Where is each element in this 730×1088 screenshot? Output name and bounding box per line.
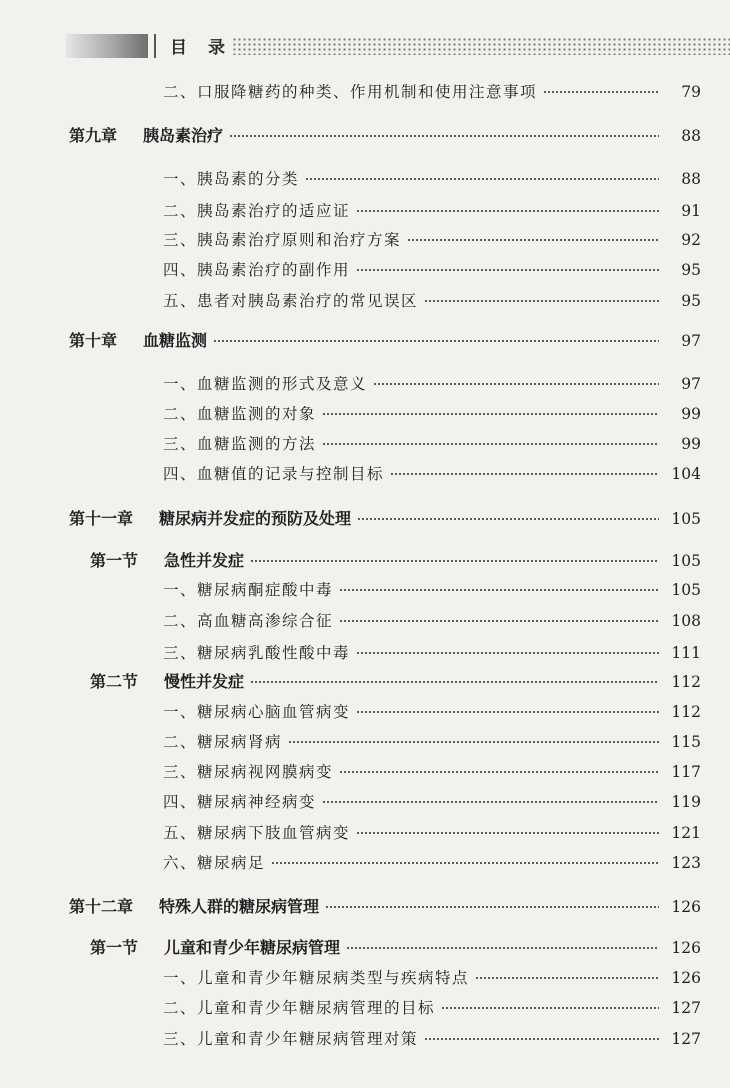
page-number: 99: [681, 435, 701, 453]
dot-leader: [356, 652, 659, 654]
dot-leader: [357, 518, 659, 520]
section-number: 第一节: [90, 938, 139, 957]
dot-leader: [322, 443, 659, 445]
page-number: 95: [681, 261, 701, 279]
page-number: 91: [681, 202, 701, 220]
toc-section[interactable]: [90, 549, 701, 573]
dot-leader: [424, 1038, 659, 1040]
entry-title: 二、糖尿病肾病: [163, 733, 283, 751]
dot-leader: [271, 862, 659, 864]
dot-leader: [305, 178, 659, 180]
toc-entry[interactable]: [163, 462, 701, 486]
dot-leader: [373, 383, 659, 385]
entry-title: 二、儿童和青少年糖尿病管理的目标: [163, 999, 436, 1017]
toc-entry[interactable]: [163, 821, 701, 845]
toc-entry[interactable]: [163, 289, 701, 313]
entry-title: 四、胰岛素治疗的副作用: [163, 261, 351, 279]
entry-title: 五、糖尿病下肢血管病变: [163, 824, 351, 842]
entry-title: 三、儿童和青少年糖尿病管理对策: [163, 1030, 419, 1048]
dot-leader: [213, 340, 659, 342]
dot-leader: [390, 473, 659, 475]
page-number: 92: [681, 231, 701, 249]
chapter-number: 第十一章: [69, 509, 134, 528]
entry-title: [69, 507, 351, 531]
dot-leader: [322, 801, 659, 803]
dot-leader: [356, 711, 659, 713]
page-number: 126: [671, 969, 701, 987]
dot-leader: [356, 210, 659, 212]
dot-leader: [475, 977, 659, 979]
toc-entry[interactable]: [163, 609, 701, 633]
page-number: 126: [671, 898, 701, 916]
chapter-title: 血糖监测: [143, 331, 208, 350]
entry-title: 四、血糖值的记录与控制目标: [163, 465, 385, 483]
toc-entry[interactable]: [163, 641, 701, 665]
entry-title: [69, 124, 223, 148]
entry-title: 四、糖尿病神经病变: [163, 793, 317, 811]
entry-title: 二、口服降糖药的种类、作用机制和使用注意事项: [163, 83, 538, 101]
page-number: 88: [681, 170, 701, 188]
page-number: 111: [671, 644, 701, 662]
chapter-title: 胰岛素治疗: [143, 126, 224, 145]
toc-entry[interactable]: [163, 996, 701, 1020]
entry-title: 三、糖尿病乳酸性酸中毒: [163, 644, 351, 662]
entry-title: 一、胰岛素的分类: [163, 170, 300, 188]
page-number: 95: [681, 292, 701, 310]
entry-title: 一、糖尿病酮症酸中毒: [163, 581, 334, 599]
dot-leader: [229, 135, 659, 137]
page-number: 112: [671, 703, 701, 721]
entry-title: 三、血糖监测的方法: [163, 435, 317, 453]
toc-entry[interactable]: [163, 730, 701, 754]
page-number: 112: [671, 673, 701, 691]
toc-entry[interactable]: [163, 760, 701, 784]
dot-leader: [346, 947, 659, 949]
entry-title: [69, 895, 319, 919]
dot-leader: [356, 269, 659, 271]
dot-leader: [407, 239, 659, 241]
page-number: 105: [671, 581, 701, 599]
toc-entry[interactable]: [163, 578, 701, 602]
page-number: 126: [671, 939, 701, 957]
toc-entry[interactable]: [163, 167, 701, 191]
page-number: 97: [681, 375, 701, 393]
dot-leader: [325, 906, 659, 908]
page-number: 127: [671, 999, 701, 1017]
chapter-number: 第十二章: [69, 897, 134, 916]
page-number: 127: [671, 1030, 701, 1048]
toc-entry[interactable]: [163, 1027, 701, 1051]
toc-entry[interactable]: [163, 851, 701, 875]
entry-title: 三、胰岛素治疗原则和治疗方案: [163, 231, 402, 249]
toc-entry[interactable]: [163, 80, 701, 104]
dot-leader: [250, 560, 659, 562]
dot-leader: [322, 413, 659, 415]
toc-entry[interactable]: [163, 228, 701, 252]
entry-title: [90, 549, 244, 573]
page-number: 104: [671, 465, 701, 483]
toc-section[interactable]: [90, 670, 701, 694]
page-number: 119: [671, 793, 701, 811]
entry-title: [90, 936, 340, 960]
section-number: 第二节: [90, 672, 139, 691]
toc-chapter[interactable]: [69, 329, 701, 353]
page-number: 105: [671, 510, 701, 528]
dot-leader: [339, 620, 659, 622]
entry-title: 五、患者对胰岛素治疗的常见误区: [163, 292, 419, 310]
toc-section[interactable]: [90, 936, 701, 960]
header-divider: [154, 34, 156, 58]
page-number: 79: [681, 83, 701, 101]
dot-leader: [356, 832, 659, 834]
dot-leader: [250, 681, 659, 683]
toc-entry[interactable]: [163, 402, 701, 426]
entry-title: 一、儿童和青少年糖尿病类型与疾病特点: [163, 969, 470, 987]
entry-title: 一、血糖监测的形式及意义: [163, 375, 368, 393]
header-dot-pattern: [232, 37, 730, 55]
toc-entry[interactable]: [163, 432, 701, 456]
page-number: 123: [671, 854, 701, 872]
chapter-title: 糖尿病并发症的预防及处理: [159, 509, 352, 528]
dot-leader: [424, 300, 659, 302]
page-number: 99: [681, 405, 701, 423]
dot-leader: [288, 741, 659, 743]
toc-entry[interactable]: [163, 790, 701, 814]
page-number: 115: [671, 733, 701, 751]
chapter-number: 第十章: [69, 331, 118, 350]
entry-title: 二、高血糖高渗综合征: [163, 612, 334, 630]
toc-entry[interactable]: [163, 966, 701, 990]
dot-leader: [339, 771, 659, 773]
page-number: 117: [671, 763, 701, 781]
page-number: 105: [671, 552, 701, 570]
section-title: 儿童和青少年糖尿病管理: [164, 938, 341, 957]
toc-entry[interactable]: [163, 372, 701, 396]
section-number: 第一节: [90, 551, 139, 570]
dot-leader: [441, 1007, 659, 1009]
toc-entry[interactable]: [163, 199, 701, 223]
entry-title: 六、糖尿病足: [163, 854, 266, 872]
toc-entry[interactable]: [163, 258, 701, 282]
entry-title: 二、胰岛素治疗的适应证: [163, 202, 351, 220]
section-title: 慢性并发症: [164, 672, 245, 691]
section-title: 急性并发症: [164, 551, 245, 570]
header-gradient-block: [66, 34, 148, 58]
toc-chapter[interactable]: [69, 507, 701, 531]
chapter-title: 特殊人群的糖尿病管理: [159, 897, 320, 916]
page-number: 108: [671, 612, 701, 630]
entry-title: [90, 670, 244, 694]
toc-chapter[interactable]: [69, 895, 701, 919]
entry-title: 三、糖尿病视网膜病变: [163, 763, 334, 781]
chapter-number: 第九章: [69, 126, 118, 145]
entry-title: 二、血糖监测的对象: [163, 405, 317, 423]
dot-leader: [543, 91, 659, 93]
toc-chapter[interactable]: [69, 124, 701, 148]
entry-title: 一、糖尿病心脑血管病变: [163, 703, 351, 721]
page-number: 121: [671, 824, 701, 842]
entry-title: [69, 329, 207, 353]
page-number: 88: [681, 127, 701, 145]
page-header: [0, 30, 730, 62]
dot-leader: [339, 589, 659, 591]
toc-entry[interactable]: [163, 700, 701, 724]
page-number: 97: [681, 332, 701, 350]
header-title: 目 录: [170, 38, 227, 58]
